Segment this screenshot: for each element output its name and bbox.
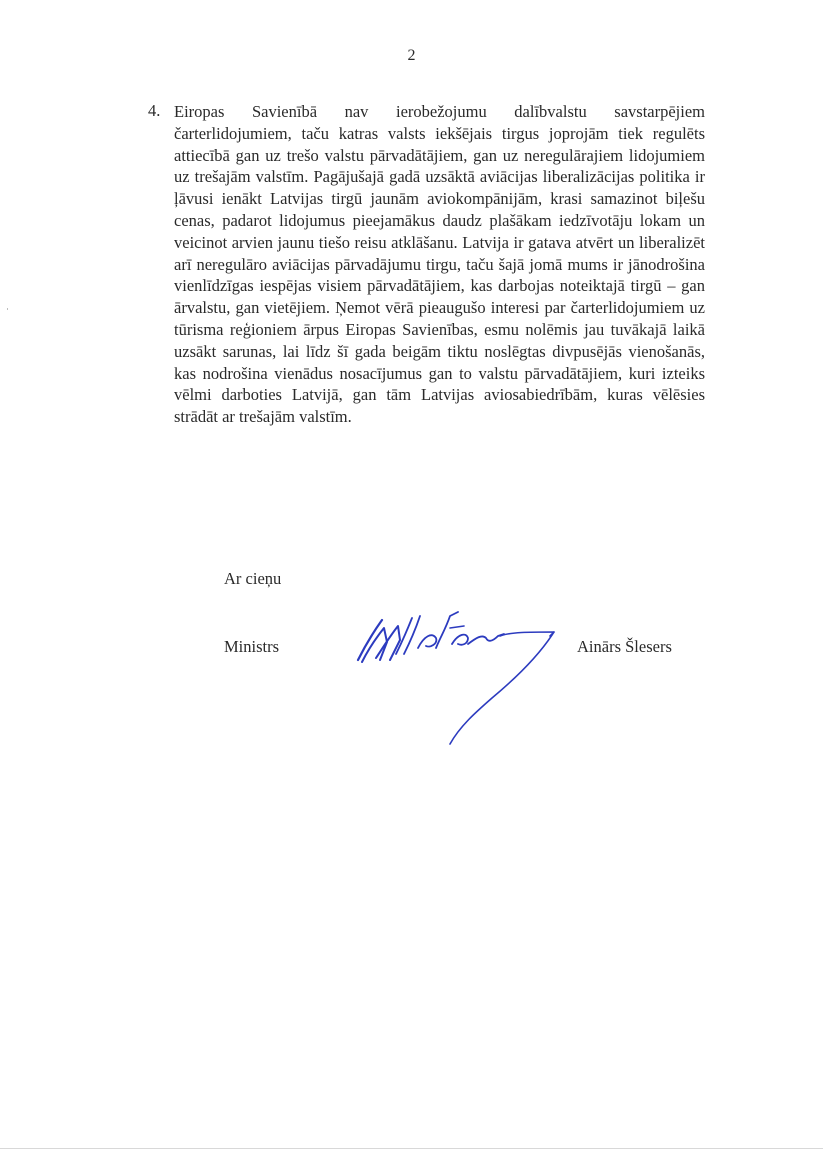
page-bottom-edge [0,1148,823,1149]
page-number: 2 [407,47,416,64]
signer-name: Ainārs Šlesers [577,637,672,656]
closing-salutation: Ar cieņu [224,569,282,588]
body-paragraph: Eiropas Savienībā nav ierobežojumu dalībvalstu savstarpējiem čarterlidojumiem, taču katras valsts iekšējais tirgus joprojām tiek regulēts attiecībā gan uz trešo valstu pārvadātājiem, gan uz neregulārajiem lidojumiem uz trešajām valstīm. Pagājušajā gadā uzsāktā aviācijas liberalizācijas politika ir ļāvusi ienākt Latvijas tirgū jaunām aviokompānijām, krasi samazinot biļešu cenas, padarot lidojumus pieejamākus daudz plašākam iedzīvotāju lokam un veicinot arvien jaunu tiešo reisu atklāšanu. Latvija ir gatava atvērt un liberalizēt arī neregulāro aviācijas pārvadājumu tirgu, taču šajā jomā mums ir jānodrošina vienlīdzīgas iespējas visiem pārvadātājiem, kas darbojas noteiktajā tirgū – gan ārvalstu, gan vietējiem. Ņemot vērā pieaugušo interesi par čarterlidojumiem uz tūrisma reģioniem ārpus Eiropas Savienības, esmu nolēmis jau tuvākajā laikā uzsākt sarunas, lai līdz šī gada beigām tiktu noslēgtas divpusējās vienošanās, kas nodrošina vienādus nosacījumus gan to valstu pārvadātājiem, kuri izteiks vēlmi darboties Latvijā, gan tām Latvijas aviosabiedrībām, kuras vēlēsies strādāt ar trešajām valstīm. [174,102,705,427]
handwritten-signature [340,598,580,748]
scan-margin-mark [7,308,8,310]
signer-title: Ministrs [224,637,280,656]
list-item-number: 4. [148,101,161,120]
